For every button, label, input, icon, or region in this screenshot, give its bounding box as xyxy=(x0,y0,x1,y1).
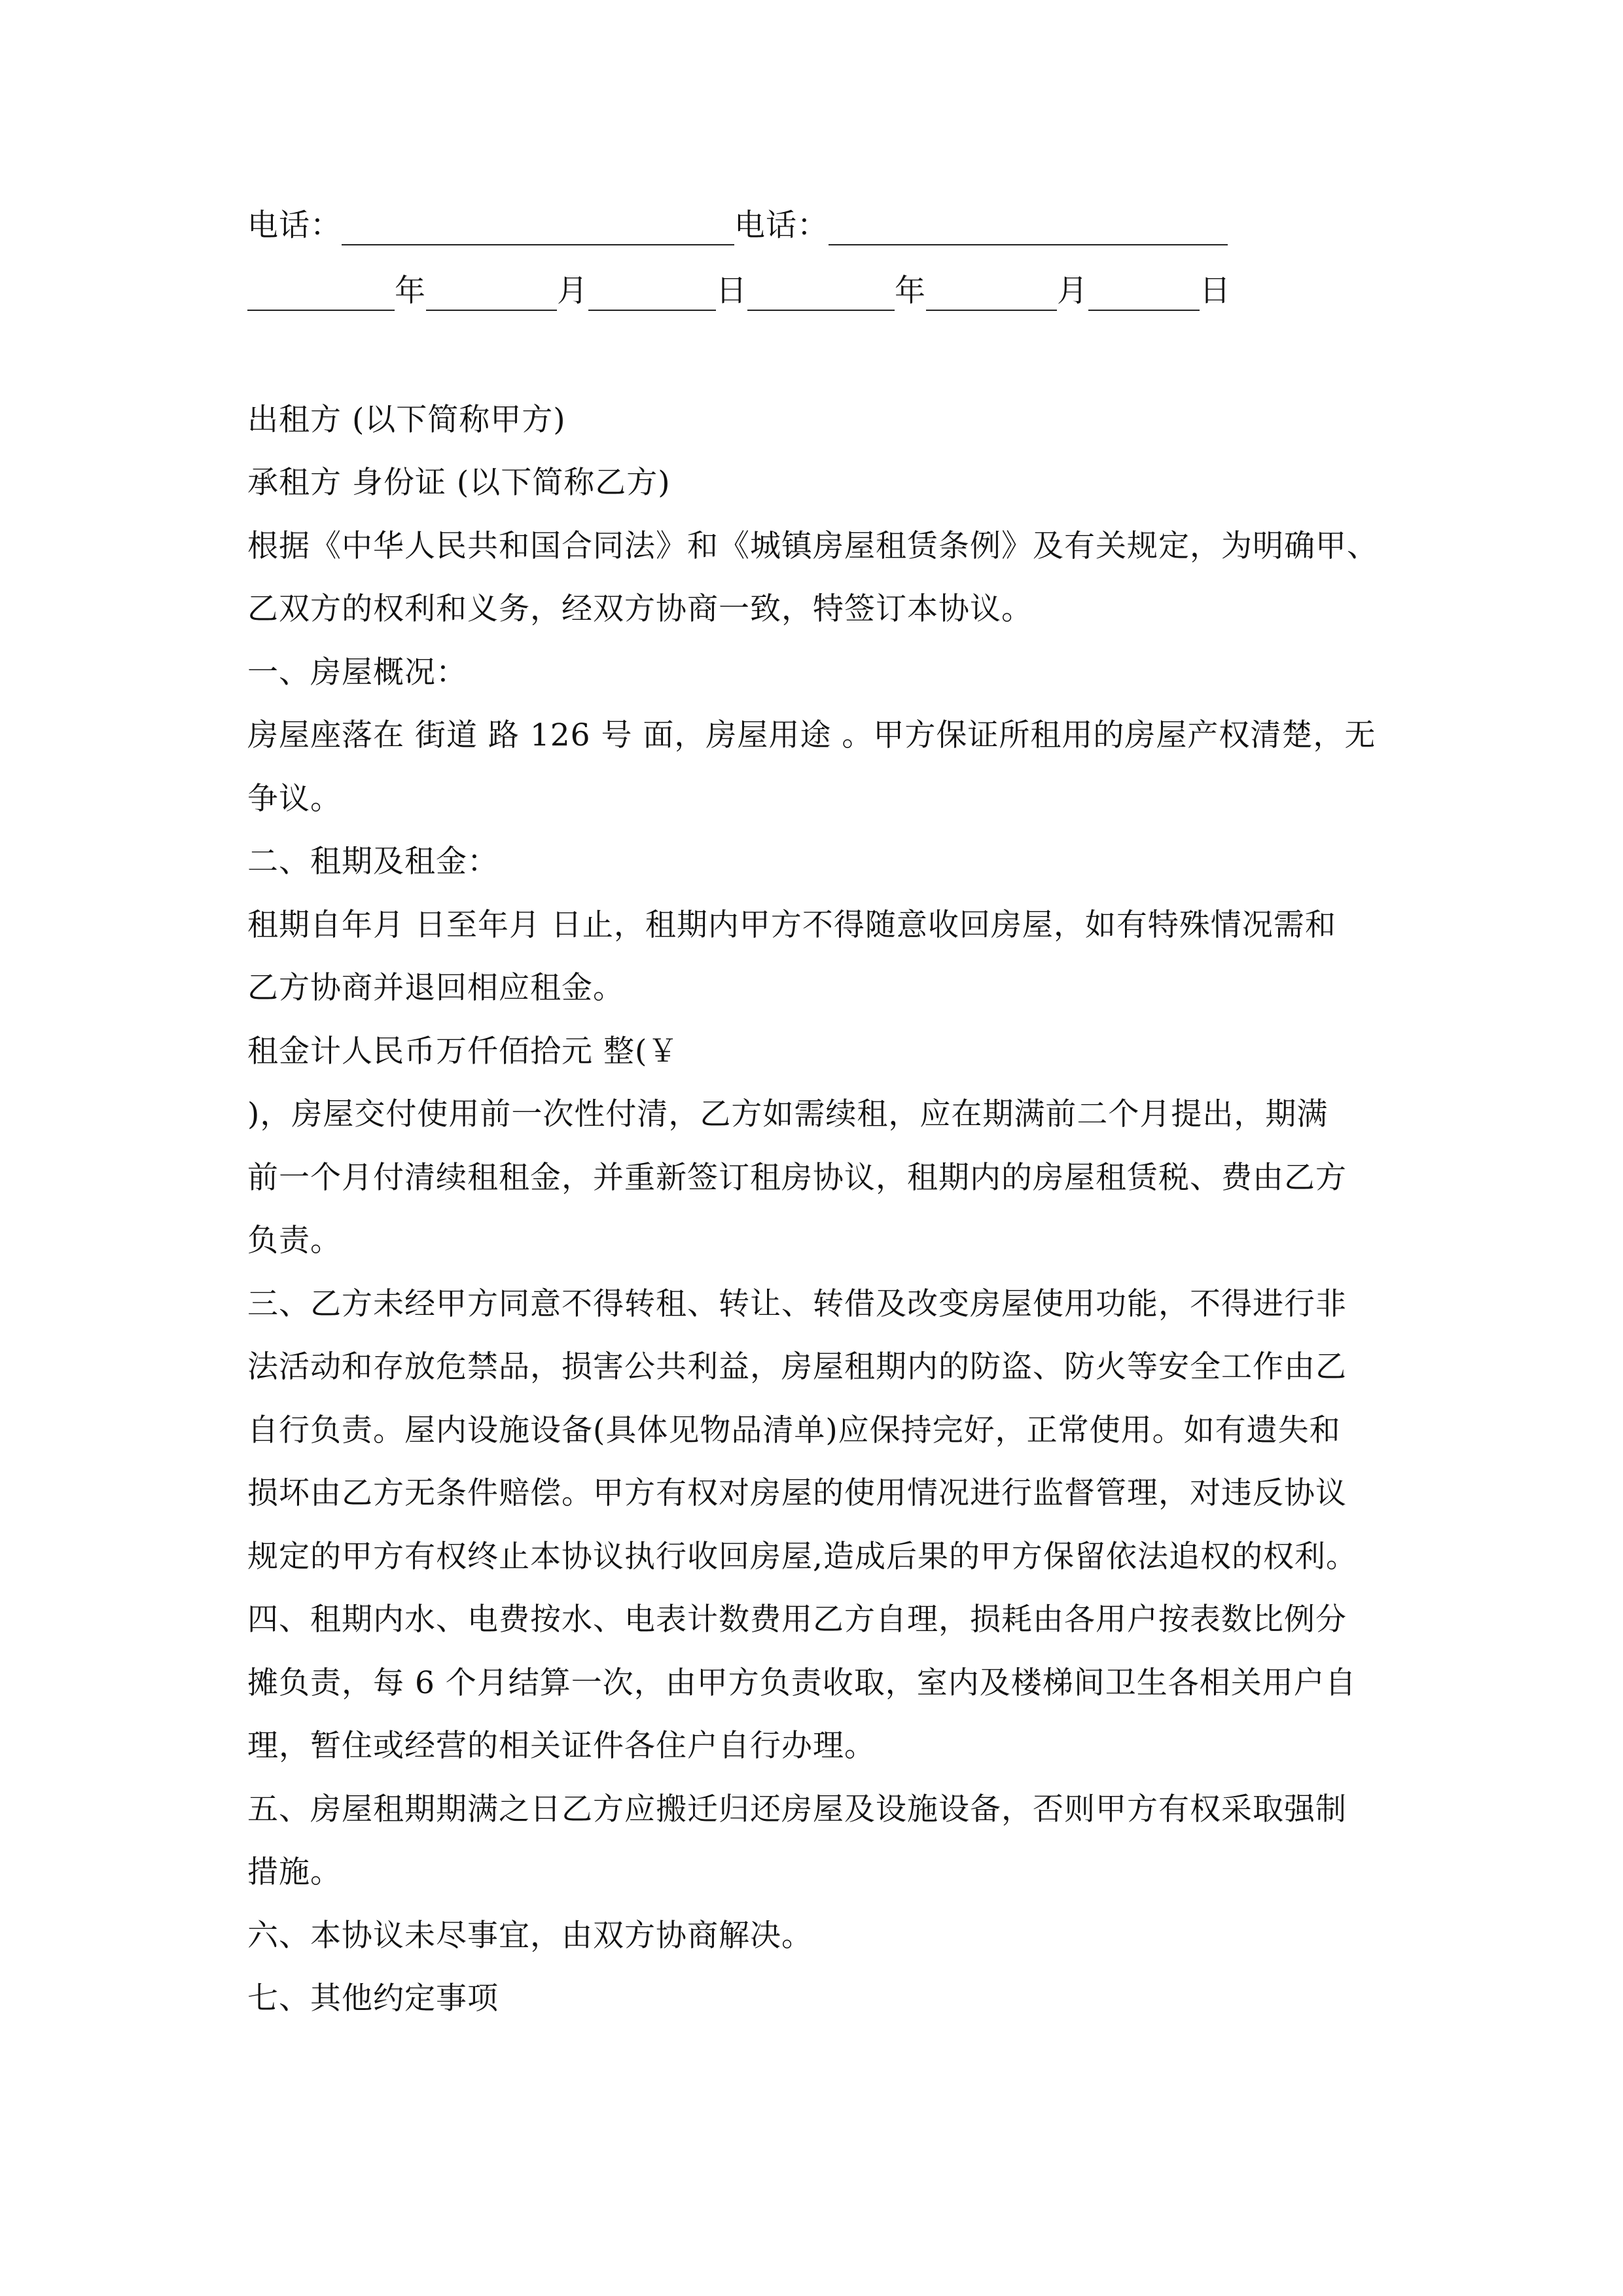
section-3-line-4: 损坏由乙方无条件赔偿。甲方有权对房屋的使用情况进行监督管理，对违反协议 xyxy=(247,1475,1347,1511)
section-2-line-1: 租期自年月 日至年月 日止，租期内甲方不得随意收回房屋，如有特殊情况需和 xyxy=(247,907,1336,943)
month-blank-lessee[interactable] xyxy=(926,281,1057,311)
phone-label-lessee: 电话： xyxy=(734,207,829,243)
section-6-line-1: 六、本协议未尽事宜，由双方协商解决。 xyxy=(247,1918,813,1954)
phone-blank-lessee[interactable] xyxy=(829,215,1228,245)
section-4-line-3: 理，暂住或经营的相关证件各住户自行办理。 xyxy=(247,1728,876,1764)
section-4-line-1: 四、租期内水、电费按水、电表计数费用乙方自理，损耗由各用户按表数比例分 xyxy=(247,1602,1347,1638)
section-2-line-4: )，房屋交付使用前一次性付清，乙方如需续租，应在期满前二个月提出，期满 xyxy=(247,1096,1329,1132)
day-blank-lessee[interactable] xyxy=(1088,281,1200,311)
intro-line-2: 乙双方的权利和义务，经双方协商一致，特签订本协议。 xyxy=(247,591,1033,627)
section-5-line-2: 措施。 xyxy=(247,1854,342,1890)
year-label-lessor: 年 xyxy=(395,273,426,309)
phone-row xyxy=(247,206,1228,245)
section-3-line-3: 自行负责。屋内设施设备(具体见物品清单)应保持完好，正常使用。如有遗失和 xyxy=(247,1412,1341,1448)
section-1-line-1: 房屋座落在 街道 路 126 号 面，房屋用途 。甲方保证所租用的房屋产权清楚，无 xyxy=(247,717,1376,753)
section-3-line-1: 三、乙方未经甲方同意不得转租、转让、转借及改变房屋使用功能，不得进行非 xyxy=(247,1286,1347,1322)
lessor-line: 出租方 (以下简称甲方) xyxy=(247,402,566,438)
section-2-line-6: 负责。 xyxy=(247,1223,342,1259)
phone-blank-lessor[interactable] xyxy=(342,215,734,245)
section-2-line-5: 前一个月付清续租租金，并重新签订租房协议，租期内的房屋租赁税、费由乙方 xyxy=(247,1160,1347,1196)
lessee-line: 承租方 身份证 (以下简称乙方) xyxy=(247,465,671,501)
intro-line-1: 根据《中华人民共和国合同法》和《城镇房屋租赁条例》及有关规定，为明确甲、 xyxy=(247,528,1378,564)
section-2-title: 二、租期及租金： xyxy=(247,844,499,880)
contract-page xyxy=(247,0,1412,2296)
section-2-line-2: 乙方协商并退回相应租金。 xyxy=(247,970,624,1006)
section-2-line-3: 租金计人民币万仟佰拾元 整(￥ xyxy=(247,1033,679,1069)
day-label-lessor: 日 xyxy=(716,273,747,309)
section-3-line-2: 法活动和存放危禁品，损害公共利益，房屋租期内的防盗、防火等安全工作由乙 xyxy=(247,1349,1347,1385)
day-blank-lessor[interactable] xyxy=(588,281,716,311)
year-blank-lessor[interactable] xyxy=(247,281,395,311)
day-label-lessee: 日 xyxy=(1200,273,1231,309)
month-label-lessor: 月 xyxy=(557,273,588,309)
month-label-lessee: 月 xyxy=(1057,273,1088,309)
section-4-line-2: 摊负责，每 6 个月结算一次，由甲方负责收取，室内及楼梯间卫生各相关用户自 xyxy=(247,1665,1357,1701)
phone-label-lessor: 电话： xyxy=(247,207,342,243)
date-row xyxy=(247,272,1231,311)
section-1-line-2: 争议。 xyxy=(247,781,342,817)
section-3-line-5: 规定的甲方有权终止本协议执行收回房屋,造成后果的甲方保留依法追权的权利。 xyxy=(247,1539,1357,1575)
section-7-line-1: 七、其他约定事项 xyxy=(247,1981,499,2017)
year-blank-lessee[interactable] xyxy=(747,281,895,311)
year-label-lessee: 年 xyxy=(895,273,926,309)
section-5-line-1: 五、房屋租期期满之日乙方应搬迁归还房屋及设施设备，否则甲方有权采取强制 xyxy=(247,1791,1347,1827)
section-1-title: 一、房屋概况： xyxy=(247,655,467,691)
month-blank-lessor[interactable] xyxy=(426,281,557,311)
